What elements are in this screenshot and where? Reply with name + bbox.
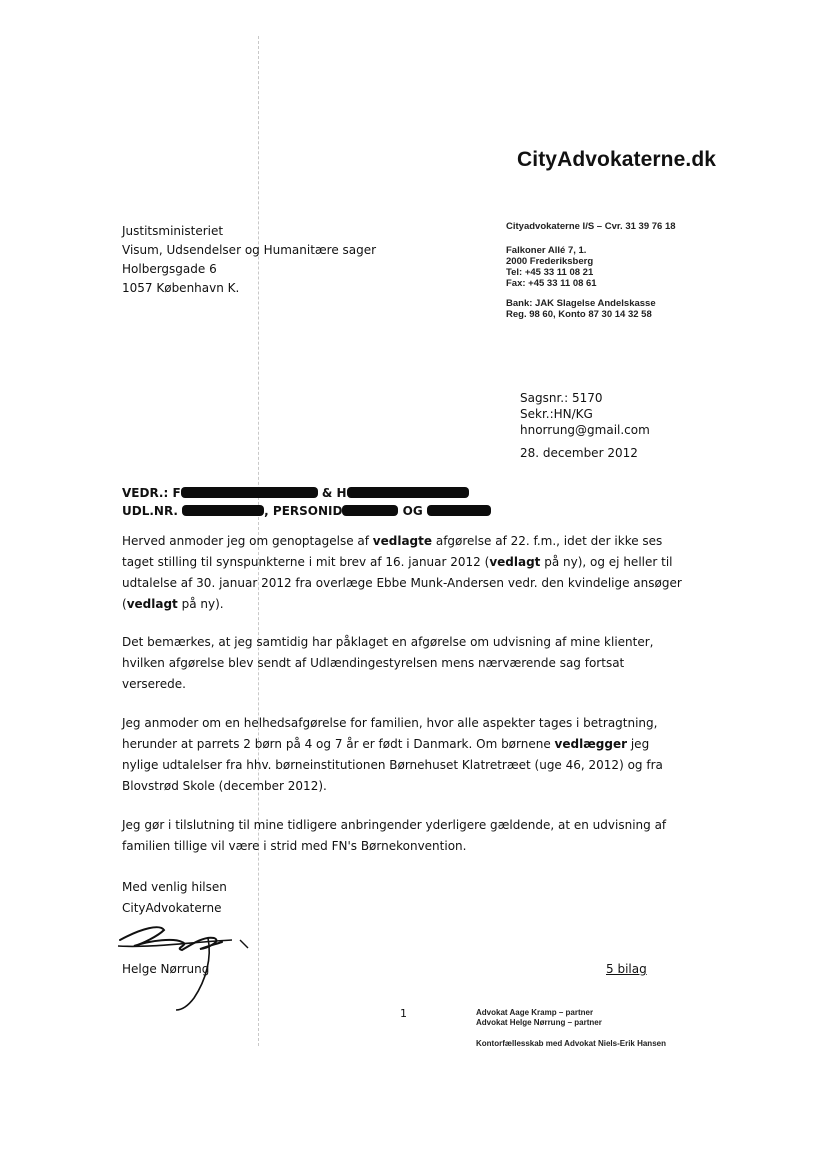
sender-city: 2000 Frederiksberg [506,256,594,267]
text-run: afgørelse af 22. f.m., idet der ikke ses taget stilling til synspunkterne i mit brev af 16. januar 2012 ( [122,534,663,569]
sender-reg: Reg. 98 60, Konto 87 30 14 32 58 [506,309,652,320]
sender-details [506,221,676,320]
secretary-initials: Sekr.:HN/KG [520,407,593,421]
redaction-bar [342,505,398,516]
vedr-and: & H [317,486,347,500]
redaction-bar [427,505,491,516]
sender-tel: Tel: +45 33 11 08 21 [506,267,594,278]
office-note: Kontorfællesskab med Advokat Niels-Erik Hansen [476,1039,666,1048]
letterhead-brand: CityAdvokaterne.dk [517,148,717,171]
body-paragraph-3 [122,713,682,797]
partners-list [476,1008,602,1028]
recipient-line: 1057 København K. [122,281,240,295]
og-label: OG [398,504,427,518]
case-number: Sagsnr.: 5170 [520,391,603,405]
udl-label: UDL.NR. [122,504,183,518]
bold-run: vedlagte [372,534,433,548]
sender-company: Cityadvokaterne I/S – Cvr. 31 39 76 18 [506,221,676,232]
subject-line-1 [122,484,491,502]
sender-fax: Fax: +45 33 11 08 61 [506,278,597,289]
recipient-address [122,222,376,298]
page-number: 1 [400,1007,407,1020]
firm-name: CityAdvokaterne [122,901,222,915]
bold-run: vedlægger [554,737,628,751]
partner-line: Advokat Aage Kramp – partner [476,1008,594,1017]
text-run: på ny), og ej heller til udtalelse af 30. januar 2012 fra overlæge Ebbe Munk-Andersen vedr. den kvindelige ansøger ( [122,555,682,611]
body-paragraph-2: Det bemærkes, at jeg samtidig har påklaget en afgørelse om udvisning af mine klienter, hvilken afgørelse blev sendt af Udlændingestyrelsen mens nærværende sag fortsat verserede. [122,635,654,691]
signer-name: Helge Nørrung [122,962,210,976]
reference-block [520,390,650,438]
redaction-bar [181,487,318,498]
body-paragraph-4: Jeg gør i tilslutning til mine tidligere anbringender yderligere gældende, at en udvisning af familien tillige vil være i strid med FN's Børnekonvention. [122,818,667,853]
vedr-label: VEDR.: F [122,486,181,500]
enclosures-note: 5 bilag [606,962,647,976]
text-run: Herved anmoder jeg om genoptagelse af [122,534,373,548]
greeting: Med venlig hilsen [122,880,227,894]
recipient-line: Justitsministeriet [122,224,224,238]
closing-block [122,877,227,919]
recipient-line: Holbergsgade 6 [122,262,217,276]
text-run: på ny). [177,597,224,611]
personid-label: , PERSONID [264,504,343,518]
redaction-bar [182,505,264,516]
bold-run: vedlagt [489,555,541,569]
redaction-bar [347,487,469,498]
text-run: jeg nylige udtalelser fra hhv. børneinstitutionen Børnehuset Klatretræet (uge 46, 2012) og fra Blovstrød Skole (december 2012). [122,737,663,793]
recipient-line: Visum, Udsendelser og Humanitære sager [122,243,377,257]
text-run: Jeg anmoder om en helhedsafgørelse for familien, hvor alle aspekter tages i betragtning, herunder at parrets 2 børn på 4 og 7 år er født i Danmark. Om børnene [122,716,658,751]
subject-block [122,484,491,520]
email-address: hnorrung@gmail.com [520,423,650,437]
sender-bank: Bank: JAK Slagelse Andelskasse [506,298,656,309]
partner-line: Advokat Helge Nørrung – partner [476,1018,602,1027]
bold-run: vedlagt [126,597,178,611]
subject-line-2 [122,502,491,520]
body-paragraph-1 [122,531,682,615]
sender-street: Falkoner Allé 7, 1. [506,245,587,256]
letter-date: 28. december 2012 [520,446,638,460]
